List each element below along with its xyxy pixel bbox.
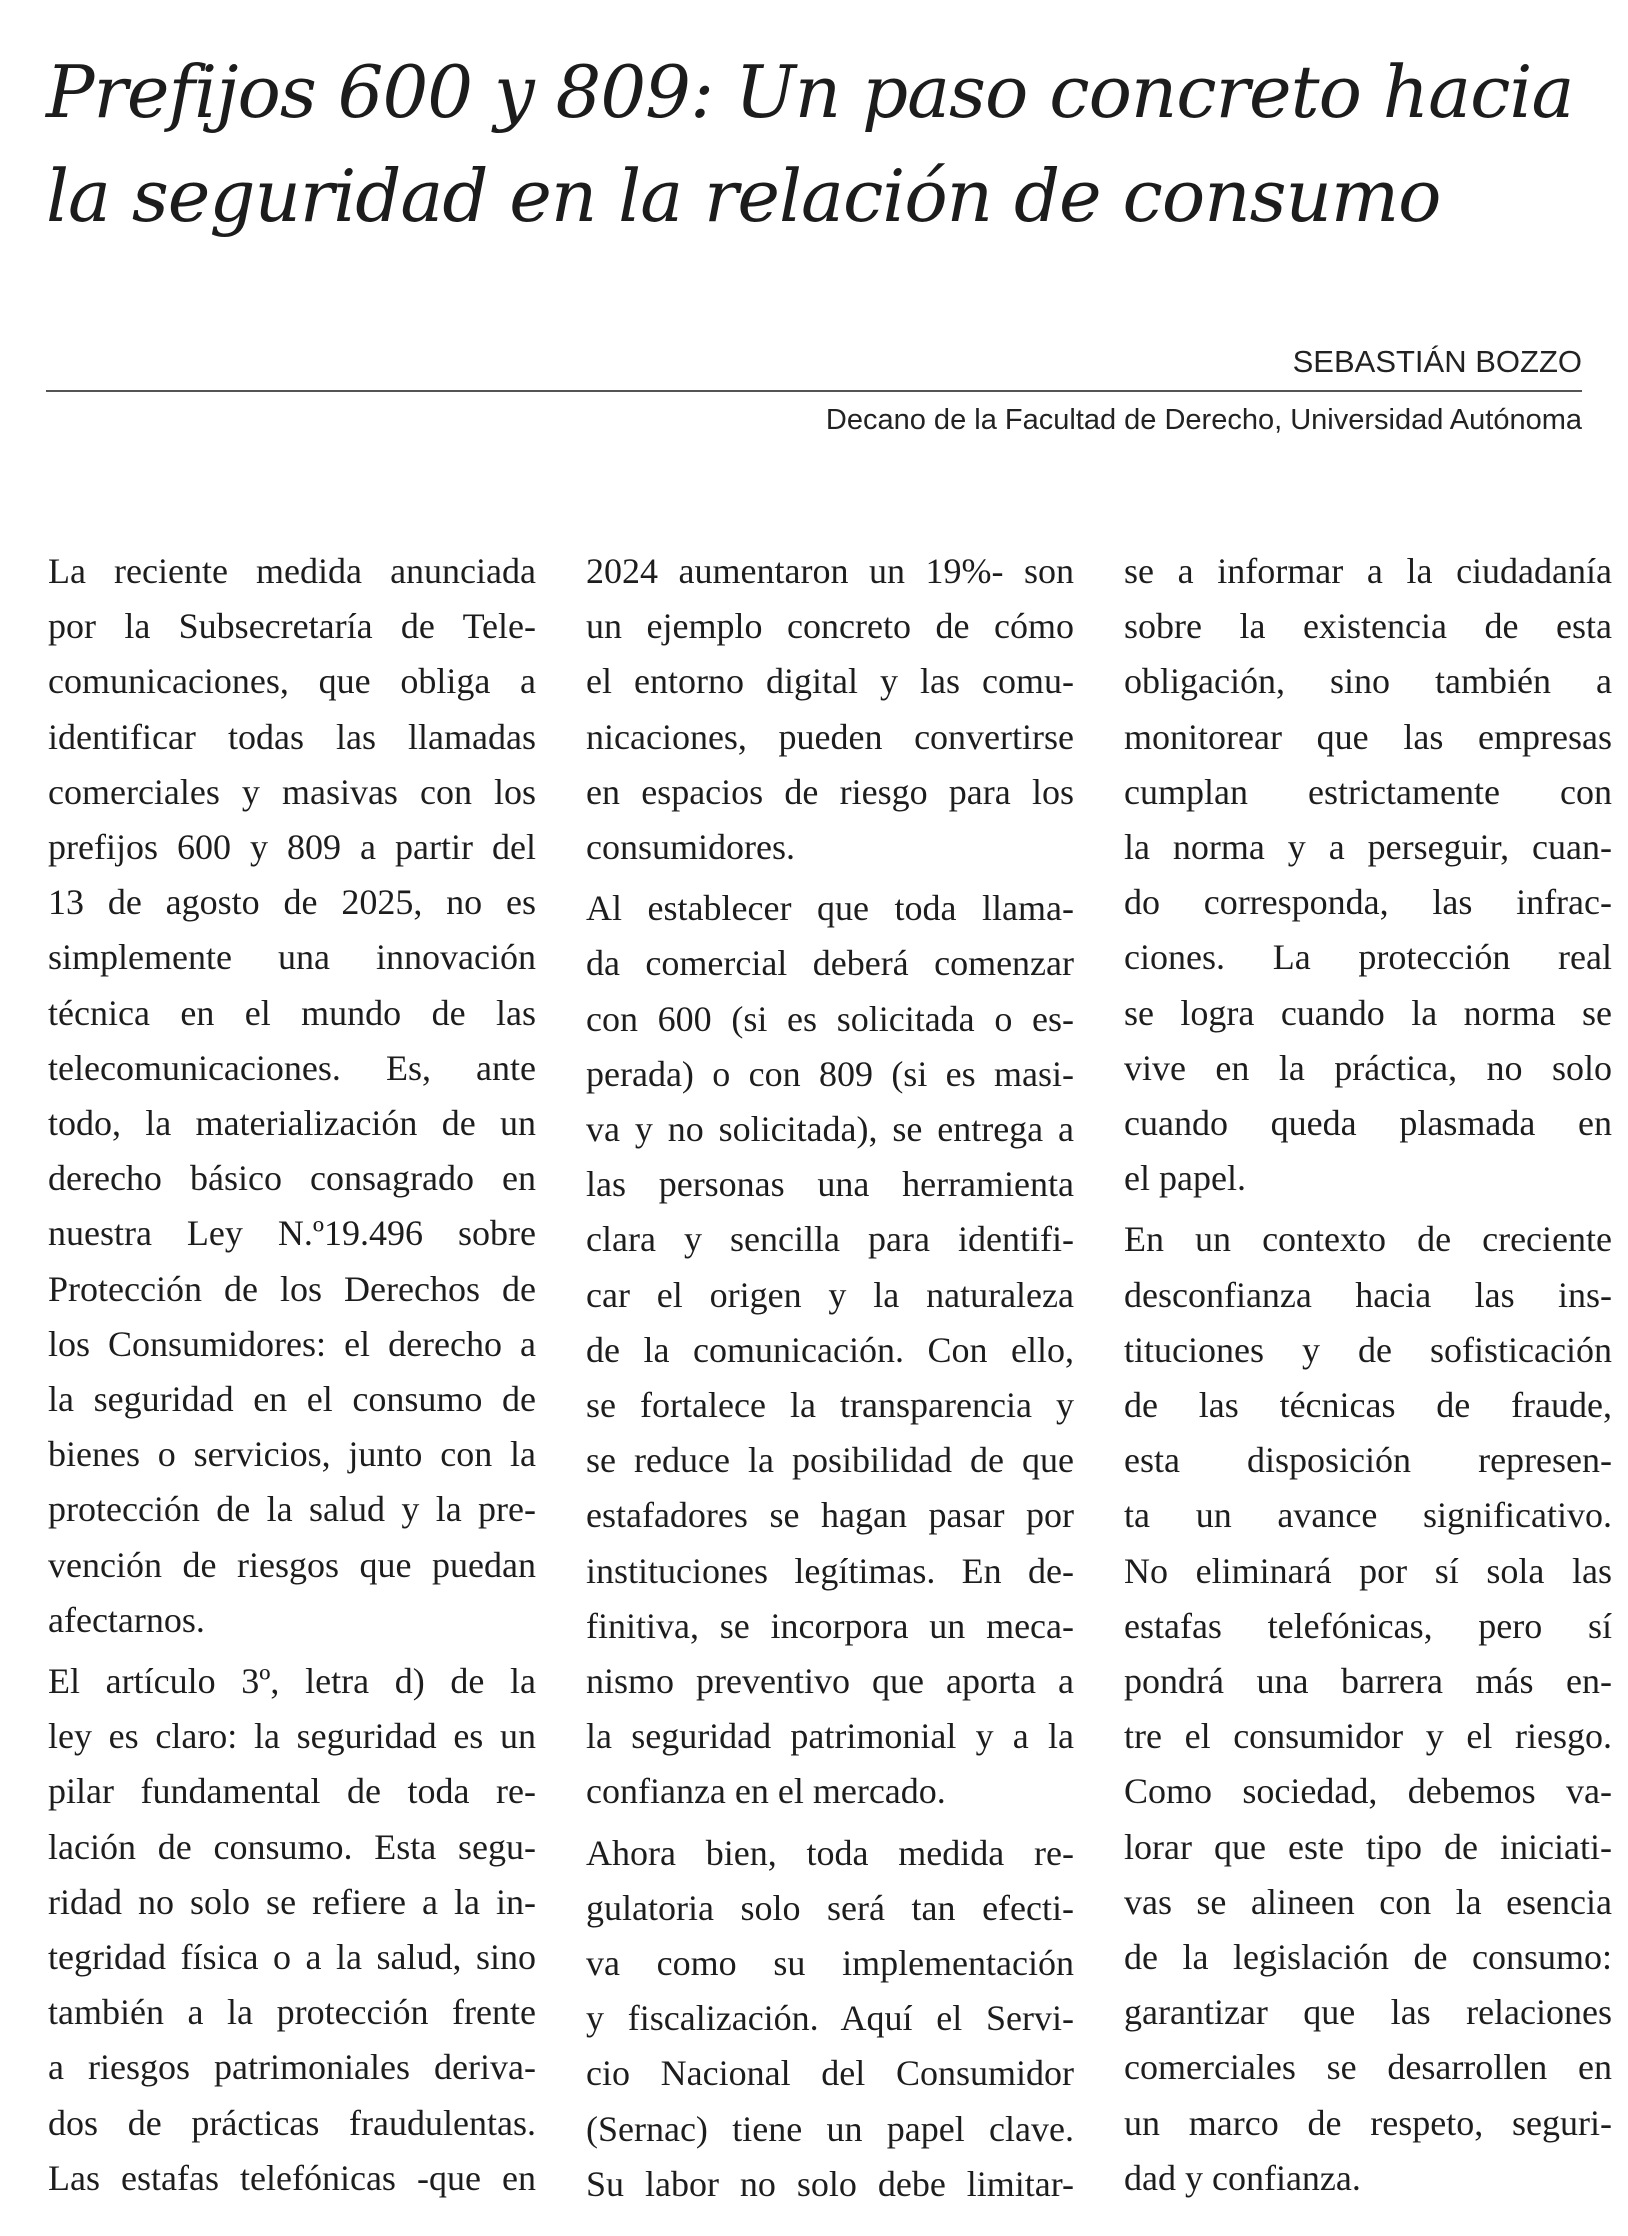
text-line: y fiscalización. Aquí el Servi-	[586, 1998, 1074, 2039]
text-line: lación de consumo. Esta segu-	[48, 1826, 536, 1867]
text-line: Protección de los Derechos de	[48, 1268, 536, 1309]
text-line: de las técnicas de fraude,	[1124, 1385, 1612, 1426]
text-line: comunicaciones, que obliga a	[48, 661, 536, 702]
article-title-line: la seguridad en la relación de consumo	[46, 154, 1441, 238]
text-line: protección de la salud y la pre-	[48, 1489, 536, 1530]
text-column-1	[48, 544, 536, 2206]
text-line: va y no solicitada), se entrega a	[586, 1109, 1074, 1150]
text-line: con 600 (si es solicitada o es-	[586, 998, 1074, 1039]
text-line: por la Subsecretaría de Tele-	[48, 606, 536, 647]
text-line: cuando queda plasmada en	[1124, 1103, 1612, 1144]
text-line: ta un avance significativo.	[1124, 1495, 1612, 1536]
text-line: vas se alineen con la esencia	[1124, 1881, 1612, 1922]
text-line: se a informar a la ciudadanía	[1124, 551, 1612, 591]
text-line: bienes o servicios, junto con la	[48, 1434, 536, 1475]
text-line: gulatoria solo será tan efecti-	[586, 1887, 1074, 1928]
text-line: se reduce la posibilidad de que	[586, 1440, 1074, 1481]
text-line: un ejemplo concreto de cómo	[586, 606, 1074, 647]
byline-divider	[46, 390, 1582, 392]
text-line: tre el consumidor y el riesgo.	[1124, 1716, 1612, 1757]
text-line: también a la protección frente	[48, 1992, 536, 2033]
text-line: la seguridad patrimonial y a la	[586, 1716, 1074, 1757]
text-line: tegridad física o a la salud, sino	[48, 1937, 536, 1978]
text-line: a riesgos patrimoniales deriva-	[48, 2047, 536, 2088]
text-line: ciones. La protección real	[1124, 937, 1612, 978]
text-line: telecomunicaciones. Es, ante	[48, 1047, 536, 1088]
text-line: lorar que este tipo de iniciati-	[1124, 1826, 1612, 1867]
text-line: todo, la materialización de un	[48, 1103, 536, 1144]
text-line: instituciones legítimas. En de-	[586, 1550, 1074, 1591]
text-line: Al establecer que toda llama-	[586, 888, 1074, 929]
text-line: prefijos 600 y 809 a partir del	[48, 827, 536, 868]
text-line: comerciales y masivas con los	[48, 771, 536, 812]
text-line: simplemente una innovación	[48, 937, 536, 978]
text-column-2	[586, 544, 1074, 2212]
article-title-line: Prefijos 600 y 809: Un paso concreto hacia	[46, 50, 1574, 134]
text-line: desconfianza hacia las ins-	[1124, 1274, 1612, 1315]
text-line: 13 de agosto de 2025, no es	[48, 882, 536, 923]
text-line: cio Nacional del Consumidor	[586, 2053, 1074, 2094]
text-line: derecho básico consagrado en	[48, 1158, 536, 1199]
text-line: el entorno digital y las comu-	[586, 661, 1074, 702]
text-line: En un contexto de creciente	[1124, 1219, 1612, 1260]
text-line: se logra cuando la norma se	[1124, 992, 1612, 1033]
text-line: Como sociedad, debemos va-	[1124, 1771, 1612, 1812]
text-line: obligación, sino también a	[1124, 661, 1612, 702]
text-line: nismo preventivo que aporta a	[586, 1661, 1074, 1702]
text-line: ridad no solo se refiere a la in-	[48, 1881, 536, 1922]
text-line: 2024 aumentaron un 19%- son	[586, 551, 1074, 591]
text-line: dos de prácticas fraudulentas.	[48, 2102, 536, 2143]
text-line: de la comunicación. Con ello,	[586, 1329, 1074, 1370]
text-line: vención de riesgos que puedan	[48, 1544, 536, 1585]
text-line: los Consumidores: el derecho a	[48, 1323, 536, 1364]
text-line: cumplan estrictamente con	[1124, 771, 1612, 812]
text-line: La reciente medida anunciada	[48, 551, 536, 591]
text-line: en espacios de riesgo para los	[586, 771, 1074, 812]
text-line: identificar todas las llamadas	[48, 716, 536, 757]
text-line: comerciales se desarrollen en	[1124, 2047, 1612, 2088]
text-line: perada) o con 809 (si es masi-	[586, 1053, 1074, 1094]
text-line: estafadores se hagan pasar por	[586, 1495, 1074, 1536]
text-line: se fortalece la transparencia y	[586, 1385, 1074, 1426]
text-line: vive en la práctica, no solo	[1124, 1047, 1612, 1088]
text-line: un marco de respeto, seguri-	[1124, 2102, 1612, 2143]
text-line: (Sernac) tiene un papel clave.	[586, 2108, 1074, 2149]
text-line: de la legislación de consumo:	[1124, 1937, 1612, 1978]
text-line: monitorear que las empresas	[1124, 716, 1612, 757]
text-line: el papel.	[1124, 1158, 1246, 1199]
text-column-3	[1124, 544, 1612, 2206]
text-line: dad y confianza.	[1124, 2157, 1361, 2198]
text-line: pondrá una barrera más en-	[1124, 1661, 1612, 1702]
text-line: da comercial deberá comenzar	[586, 943, 1074, 984]
author-affiliation: Decano de la Facultad de Derecho, Universidad Autónoma	[825, 404, 1582, 436]
text-line: Su labor no solo debe limitar-	[586, 2163, 1074, 2204]
text-line: confianza en el mercado.	[586, 1771, 946, 1812]
text-line: nuestra Ley N.º19.496 sobre	[48, 1213, 536, 1254]
text-line: va como su implementación	[586, 1943, 1074, 1984]
text-line: car el origen y la naturaleza	[586, 1274, 1074, 1315]
text-line: las personas una herramienta	[586, 1164, 1074, 1205]
article-title	[46, 40, 1586, 248]
text-line: la norma y a perseguir, cuan-	[1124, 827, 1612, 868]
text-line: nicaciones, pueden convertirse	[586, 716, 1074, 757]
text-line: esta disposición represen-	[1124, 1440, 1612, 1481]
text-line: clara y sencilla para identifi-	[586, 1219, 1074, 1260]
author-name: SEBASTIÁN BOZZO	[1292, 344, 1582, 379]
text-line: técnica en el mundo de las	[48, 992, 536, 1033]
text-line: No eliminará por sí sola las	[1124, 1550, 1612, 1591]
text-line: afectarnos.	[48, 1599, 205, 1640]
text-line: tituciones y de sofisticación	[1124, 1329, 1612, 1370]
text-line: estafas telefónicas, pero sí	[1124, 1605, 1612, 1646]
text-line: la seguridad en el consumo de	[48, 1379, 536, 1420]
text-line: sobre la existencia de esta	[1124, 606, 1612, 647]
text-line: Las estafas telefónicas -que en	[48, 2157, 536, 2198]
text-line: garantizar que las relaciones	[1124, 1992, 1612, 2033]
text-line: Ahora bien, toda medida re-	[586, 1832, 1074, 1873]
text-line: finitiva, se incorpora un meca-	[586, 1605, 1074, 1646]
text-line: do corresponda, las infrac-	[1124, 882, 1612, 923]
text-line: El artículo 3º, letra d) de la	[48, 1661, 536, 1702]
text-line: ley es claro: la seguridad es un	[48, 1716, 536, 1757]
text-line: pilar fundamental de toda re-	[48, 1771, 536, 1812]
text-line: consumidores.	[586, 827, 795, 868]
